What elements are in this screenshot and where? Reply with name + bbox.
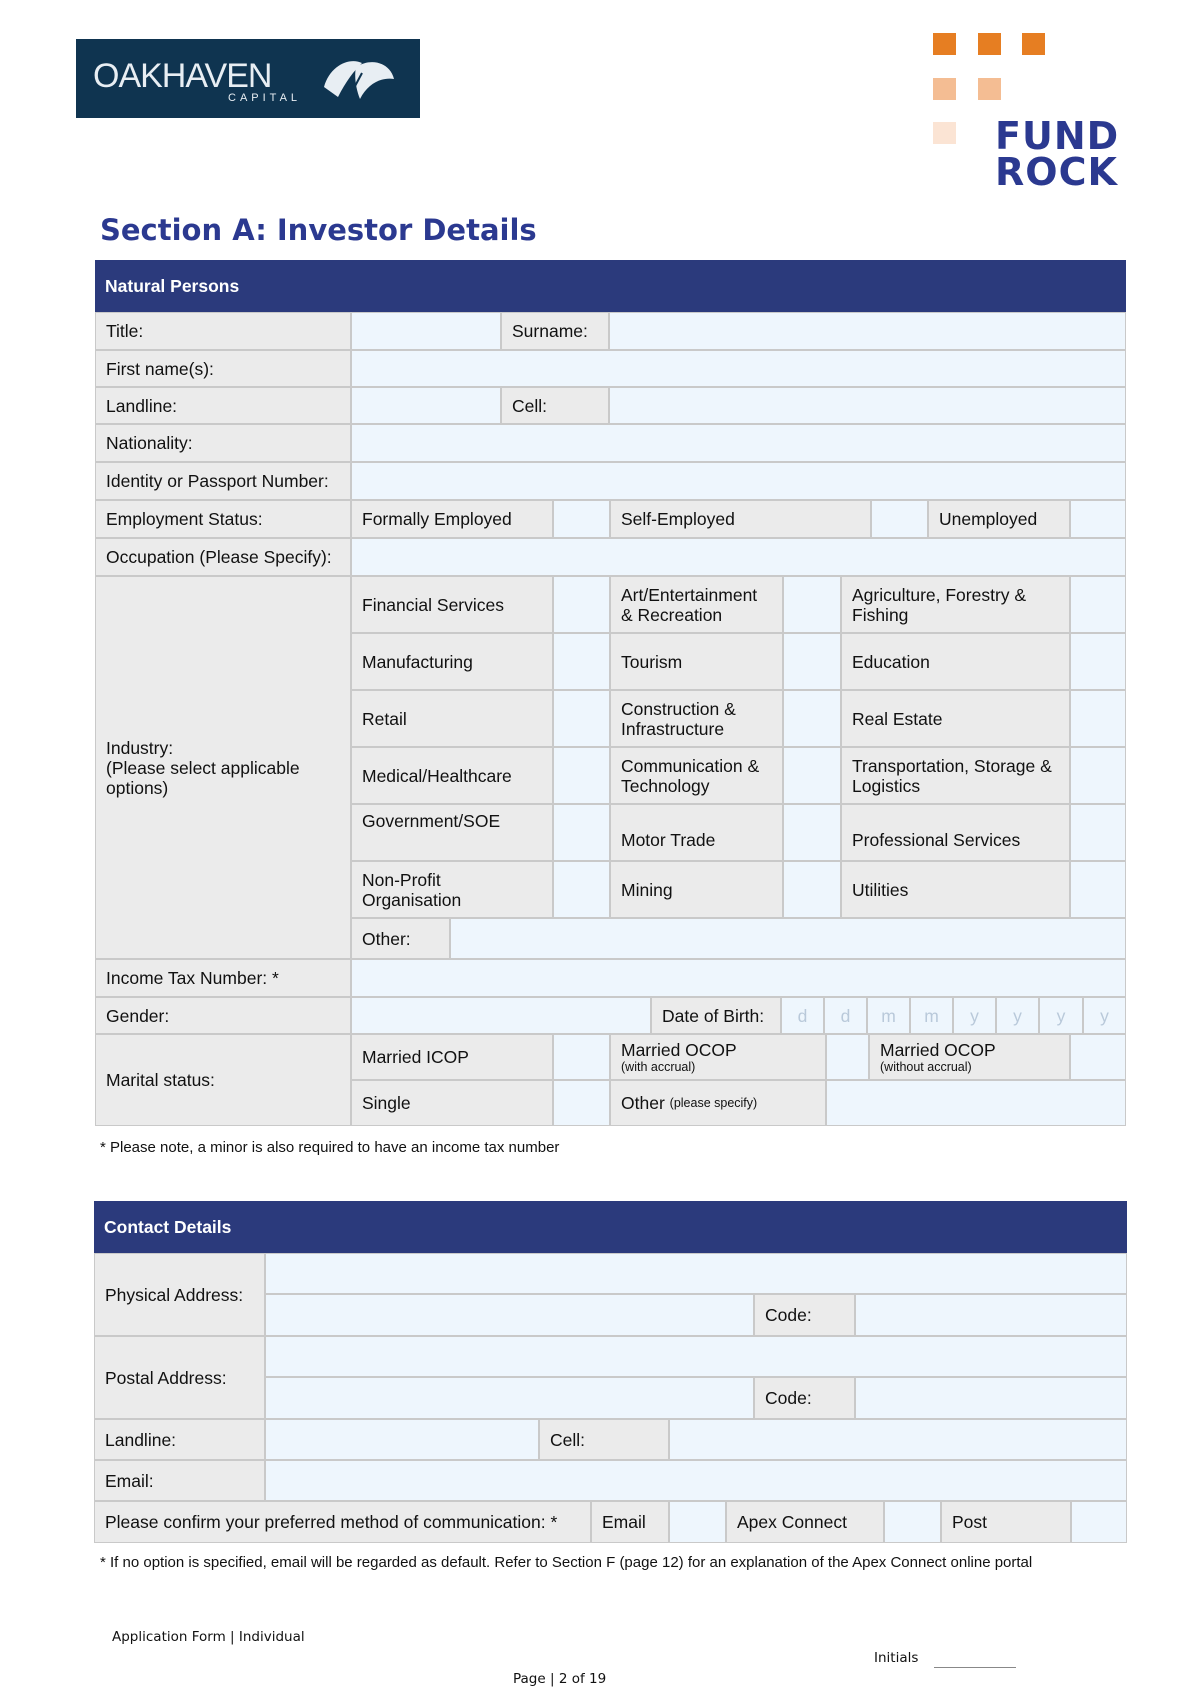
industry-option-label: Manufacturing [351,633,553,690]
marital-icop-checkbox[interactable] [553,1034,610,1080]
industry-checkbox[interactable] [1070,747,1126,804]
comm-apex-checkbox[interactable] [884,1501,941,1543]
initials-line[interactable] [934,1667,1016,1668]
industry-option-label: Motor Trade [610,804,783,861]
industry-checkbox[interactable] [1070,690,1126,747]
marital-other [610,1080,826,1126]
footer-page-number: 2 of 19 [558,1671,607,1687]
physical-address-label: Physical Address: [94,1253,265,1336]
physical-address-line1[interactable] [265,1253,1127,1294]
industry-other-label: Other: [351,918,450,959]
postal-code-input[interactable] [855,1377,1127,1419]
marital-other-note: (please specify) [669,1096,758,1110]
tax-footnote: * Please note, a minor is also required to have an income tax number [100,1139,560,1156]
comm-footnote: * If no option is specified, email will be regarded as default. Refer to Section F (page 12) for an explanation of the Apex Connect online portal [100,1554,1033,1571]
tax-number-label: Income Tax Number: * [95,959,351,997]
emp-self-checkbox[interactable] [871,500,928,538]
industry-option-label: Government/SOE [351,804,553,861]
marital-ocop2-label: Married OCOP [880,1040,996,1060]
oak-leaf-icon [316,51,398,107]
industry-checkbox[interactable] [553,804,610,861]
industry-checkbox[interactable] [553,576,610,633]
nationality-label: Nationality: [95,424,351,462]
industry-option-label: Construction & Infrastructure [610,690,783,747]
contact-details-header: Contact Details [94,1201,1127,1253]
footer-form-name [112,1629,305,1645]
id-number-input[interactable] [351,462,1126,500]
comm-email-checkbox[interactable] [669,1501,726,1543]
logo-square-icon [978,33,1001,55]
logo-square-icon [933,122,956,144]
gender-input[interactable] [351,997,651,1034]
emp-option-label: Unemployed [928,500,1070,538]
industry-checkbox[interactable] [783,804,841,861]
dob-digit-input[interactable]: y [953,997,996,1034]
dob-digit-input[interactable]: y [1039,997,1083,1034]
oakhaven-logo-sub: CAPITAL [228,92,302,104]
dob-digit-input[interactable]: m [910,997,953,1034]
marital-ocop2-note: (without accrual) [880,1060,972,1074]
industry-option-label: Utilities [841,861,1070,918]
marital-label: Marital status: [95,1034,351,1126]
footer-page-label: Page [513,1671,546,1687]
first-names-input[interactable] [351,350,1126,387]
cell-input[interactable] [609,387,1126,424]
marital-icop-label: Married ICOP [351,1034,553,1080]
comm-method-option: Post [941,1501,1071,1543]
dob-digit-input[interactable]: d [824,997,867,1034]
industry-label-text: Industry: [106,737,174,758]
occupation-input[interactable] [351,538,1126,576]
physical-address-line2[interactable] [265,1294,754,1336]
surname-input[interactable] [609,312,1126,350]
industry-option-label: Education [841,633,1070,690]
industry-checkbox[interactable] [1070,576,1126,633]
gender-label: Gender: [95,997,351,1034]
marital-ocop-label: Married OCOP [621,1040,737,1060]
natural-persons-header: Natural Persons [95,260,1126,312]
tax-number-input[interactable] [351,959,1126,997]
footer-page [513,1671,606,1687]
industry-checkbox[interactable] [783,690,841,747]
industry-option-label: Art/Entertainment & Recreation [610,576,783,633]
industry-checkbox[interactable] [553,690,610,747]
dob-digit-input[interactable]: d [781,997,824,1034]
industry-checkbox[interactable] [553,861,610,918]
industry-checkbox[interactable] [1070,861,1126,918]
landline-label: Landline: [95,387,351,424]
emp-option-label: Self-Employed [610,500,871,538]
industry-checkbox[interactable] [1070,804,1126,861]
marital-ocop-accrual-checkbox[interactable] [826,1034,869,1080]
industry-option-label: Non-Profit Organisation [351,861,553,918]
footer-initials-label: Initials [874,1650,919,1666]
industry-option-label: Real Estate [841,690,1070,747]
marital-ocop-accrual [610,1034,826,1080]
comm-method-option: Apex Connect [726,1501,884,1543]
employment-label: Employment Status: [95,500,351,538]
industry-other-input[interactable] [450,918,1126,959]
contact-landline-label: Landline: [94,1419,265,1460]
marital-other-label: Other [621,1093,665,1113]
physical-code-input[interactable] [855,1294,1127,1336]
landline-input[interactable] [351,387,501,424]
industry-hint: (Please select applicable options) [106,757,300,798]
footer-form-type: Individual [238,1629,305,1645]
dob-digit-input[interactable]: y [996,997,1039,1034]
industry-checkbox[interactable] [553,747,610,804]
emp-unemployed-checkbox[interactable] [1070,500,1126,538]
contact-cell-label: Cell: [539,1419,669,1460]
nationality-input[interactable] [351,424,1126,462]
marital-ocop-note: (with accrual) [621,1060,696,1074]
comm-method-label: Please confirm your preferred method of communication: * [94,1501,591,1543]
marital-single-checkbox[interactable] [553,1080,610,1126]
industry-checkbox[interactable] [783,747,841,804]
industry-option-label: Financial Services [351,576,553,633]
footer-form-label: Application Form [112,1629,226,1645]
logo-square-icon [933,33,956,55]
postal-address-line2[interactable] [265,1377,754,1419]
industry-option-label: Agriculture, Forestry & Fishing [841,576,1070,633]
marital-ocop-no-accrual [869,1034,1070,1080]
industry-option-label: Medical/Healthcare [351,747,553,804]
contact-landline-input[interactable] [265,1419,539,1460]
cell-label: Cell: [501,387,609,424]
marital-single-label: Single [351,1080,553,1126]
title-input[interactable] [351,312,501,350]
oakhaven-logo [76,39,420,118]
industry-option-label: Mining [610,861,783,918]
marital-ocop-no-accrual-checkbox[interactable] [1070,1034,1126,1080]
emp-option-label: Formally Employed [351,500,553,538]
industry-option-label: Professional Services [841,804,1070,861]
industry-option-label: Communication & Technology [610,747,783,804]
fundrock-line2: ROCK [995,150,1118,194]
industry-checkbox[interactable] [783,576,841,633]
title-label: Title: [95,312,351,350]
section-title: Section A: Investor Details [100,213,537,247]
postal-address-line1[interactable] [265,1336,1127,1377]
comm-post-checkbox[interactable] [1071,1501,1127,1543]
dob-label: Date of Birth: [651,997,781,1034]
industry-option-label: Tourism [610,633,783,690]
first-names-label: First name(s): [95,350,351,387]
footer-separator: | [230,1629,235,1645]
industry-checkbox[interactable] [783,633,841,690]
industry-checkbox[interactable] [783,861,841,918]
dob-digit-input[interactable]: y [1083,997,1126,1034]
postal-address-label: Postal Address: [94,1336,265,1419]
logo-square-icon [933,78,956,100]
surname-label: Surname: [501,312,609,350]
fundrock-line1: FUND [995,114,1120,158]
contact-email-input[interactable] [265,1460,1127,1501]
dob-digit-input[interactable]: m [867,997,910,1034]
emp-formally-checkbox[interactable] [553,500,610,538]
contact-email-label: Email: [94,1460,265,1501]
logo-square-icon [978,78,1001,100]
industry-option-label: Retail [351,690,553,747]
fundrock-wordmark [995,114,1120,194]
footer-separator: | [549,1671,555,1687]
physical-code-label: Code: [754,1294,855,1336]
contact-cell-input[interactable] [669,1419,1127,1460]
marital-other-input[interactable] [826,1080,1126,1126]
oakhaven-logo-name: OAKHAVEN [93,57,272,95]
industry-checkbox[interactable] [1070,633,1126,690]
occupation-label: Occupation (Please Specify): [95,538,351,576]
comm-method-option: Email [591,1501,669,1543]
logo-square-icon [1022,33,1045,55]
industry-option-label: Transportation, Storage & Logistics [841,747,1070,804]
industry-label [95,576,351,959]
postal-code-label: Code: [754,1377,855,1419]
industry-checkbox[interactable] [553,633,610,690]
id-number-label: Identity or Passport Number: [95,462,351,500]
